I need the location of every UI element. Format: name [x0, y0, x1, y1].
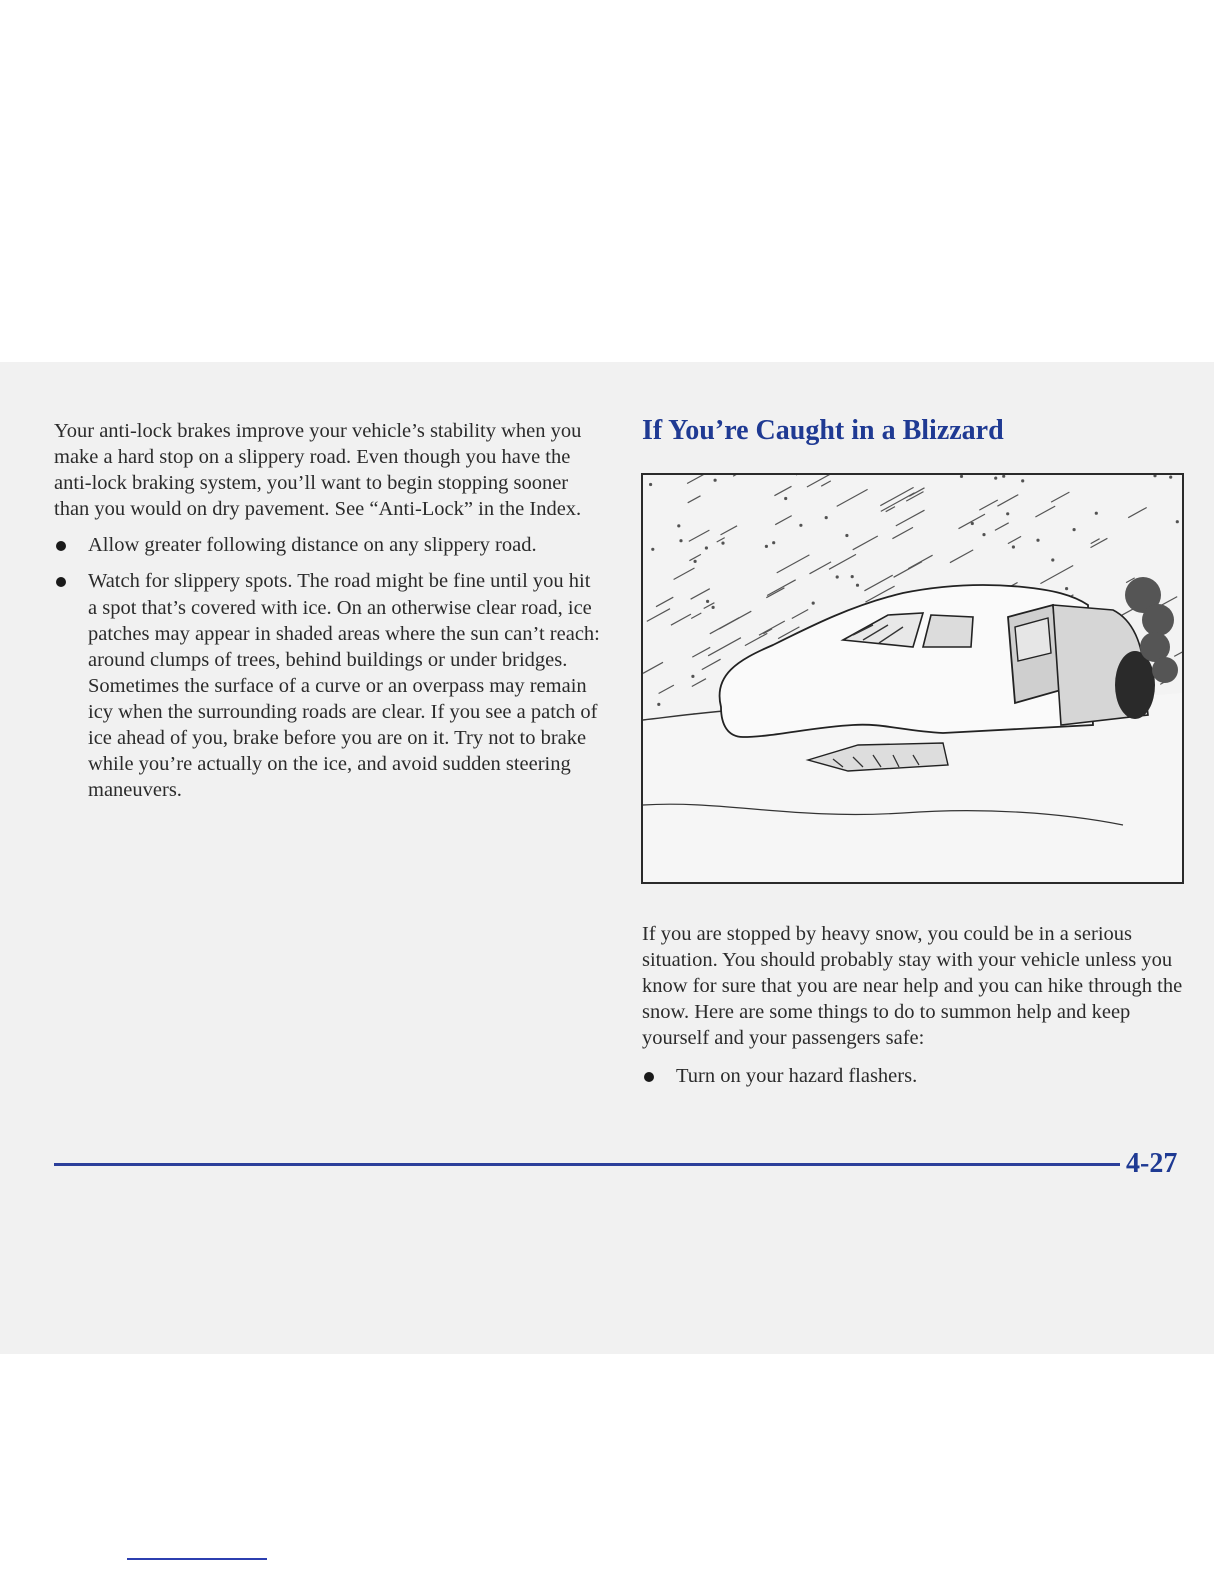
snow-flake [1003, 475, 1005, 477]
snow-streak [766, 588, 784, 598]
snow-flake [1170, 476, 1172, 478]
snow-flake [765, 545, 767, 547]
rear-wheel [1115, 651, 1155, 719]
snow-streak [892, 527, 913, 538]
bullet-icon [56, 577, 66, 587]
snow-flake [694, 560, 696, 562]
snow-streak [995, 523, 1009, 531]
snow-streak [950, 550, 973, 563]
footer-divider [54, 1163, 1120, 1166]
snow-streak [894, 562, 922, 578]
left-bullet-list [54, 532, 604, 803]
blizzard-paragraph: If you are stopped by heavy snow, you could be in a serious situation. You should probably stay with your vehicle unless you know for sure that you are near help and you can hike through the snow. Here are some things to do to summon help and keep yourself and your passengers safe: [642, 923, 1183, 1050]
blizzard-illustration-svg [643, 475, 1182, 882]
snow-streak [1128, 508, 1147, 518]
page-number: 4-27 [1126, 1148, 1178, 1179]
snow-streak [1035, 506, 1055, 517]
snow-streak [733, 475, 763, 476]
snow-flake [1154, 475, 1156, 477]
snow-streak [702, 659, 721, 669]
snow-flake [712, 606, 714, 608]
snow-flake [812, 602, 814, 604]
snow-streak [721, 526, 738, 535]
snow-streak [763, 629, 772, 634]
snow-streak [792, 610, 808, 619]
bullet-icon [644, 1072, 654, 1082]
snow-flake [995, 477, 997, 479]
snow-streak [959, 514, 986, 529]
snow-streak [829, 554, 856, 569]
snow-flake [650, 484, 652, 486]
snow-streak [837, 489, 868, 506]
snow-streak [979, 500, 998, 510]
snow-flake [983, 534, 985, 536]
list-item [642, 1063, 1187, 1089]
bullet-text: Allow greater following distance on any slippery road. [88, 534, 537, 557]
snow-streak [821, 481, 831, 486]
snow-streak [691, 613, 701, 619]
snow-flake [1037, 539, 1039, 541]
snow-streak [659, 685, 674, 693]
snow-flake [652, 548, 654, 550]
snow-streak [864, 575, 892, 591]
list-item [54, 532, 604, 558]
snow-streak [674, 568, 695, 580]
snow-flake [680, 540, 682, 542]
snow-streak [775, 516, 792, 525]
snow-flake [705, 547, 707, 549]
snow-flake [1073, 529, 1075, 531]
snow-flake [692, 675, 694, 677]
intro-paragraph: Your anti-lock brakes improve your vehicle’s stability when you make a hard stop on a slippery road. Even though you have the anti-lock braking system, you’ll want to begin stopping sooner than you would on dry pavement. See “Anti-Lock” in the Index. [54, 420, 582, 521]
bullet-text: Watch for slippery spots. The road might be fine until you hit a spot that’s covered with ice. On an otherwise clear road, ice patches may appear in shaded areas where the sun can’t reach: around clumps of trees, behind buildings or under bridges. Sometimes the surface of a curve or an overpass may remain icy when the surrounding roads are clear. If you see a patch of ice ahead of you, brake before you are on it. Try not to brake while you’re actually on the ice, and avoid sudden steering maneuvers. [88, 570, 600, 802]
snow-streak [1051, 492, 1069, 502]
snow-flake [800, 524, 802, 526]
snow-flake [1095, 512, 1097, 514]
snow-streak [692, 679, 706, 687]
snow-flake [1007, 513, 1009, 515]
bullet-text: Turn on your hazard flashers. [676, 1065, 918, 1088]
snow-streak [745, 633, 767, 645]
snow-streak [717, 538, 725, 542]
snow-streak [688, 496, 701, 503]
snow-flake [678, 525, 680, 527]
snow-streak [719, 611, 751, 629]
right-column-body [642, 921, 1187, 1090]
snow-streak [656, 597, 673, 607]
snow-streak [896, 510, 925, 526]
snow-streak [777, 555, 810, 573]
snow-flake [846, 535, 848, 537]
snow-streak [853, 536, 878, 550]
snow-flake [971, 523, 973, 525]
snow-streak [708, 638, 741, 656]
snow-flake [961, 475, 963, 477]
snow-flake [851, 576, 853, 578]
right-column-header [642, 414, 1187, 448]
snow-streak [687, 475, 709, 484]
snow-streak [767, 580, 796, 596]
snow-flake [1052, 559, 1054, 561]
snow-flake [707, 600, 709, 602]
snow-flake [1022, 480, 1024, 482]
snow-streak [997, 495, 1018, 507]
snow-streak [759, 621, 785, 635]
snow-flake [714, 479, 716, 481]
snow-flake [722, 542, 724, 544]
snow-streak [1174, 649, 1182, 657]
snow-streak [692, 647, 710, 657]
snow-streak [647, 609, 670, 622]
snow-streak [691, 589, 710, 600]
page-edge-link-line [127, 1558, 267, 1560]
bullet-icon [56, 541, 66, 551]
snow-flake [1012, 546, 1014, 548]
snow-flake [773, 542, 775, 544]
snow-streak [689, 554, 701, 560]
snow-streak [810, 562, 832, 574]
car-window [923, 615, 973, 647]
snow-flake [1176, 521, 1178, 523]
list-item [54, 568, 604, 803]
right-bullet-list [642, 1063, 1187, 1089]
snow-flake [785, 498, 787, 500]
snow-flake [658, 703, 660, 705]
snow-streak [643, 662, 663, 673]
left-column [54, 418, 604, 803]
snow-streak [671, 614, 691, 625]
blizzard-car-illustration [641, 473, 1184, 884]
snow-streak [807, 475, 831, 487]
snow-flake [825, 517, 827, 519]
snow-streak [774, 486, 791, 495]
section-heading: If You’re Caught in a Blizzard [642, 415, 1004, 446]
snow-streak [1040, 566, 1073, 584]
snow-flake [1066, 588, 1068, 590]
snow-streak [689, 530, 710, 541]
snow-streak [1008, 536, 1021, 543]
snow-flake [857, 584, 859, 586]
snow-flake [836, 576, 838, 578]
